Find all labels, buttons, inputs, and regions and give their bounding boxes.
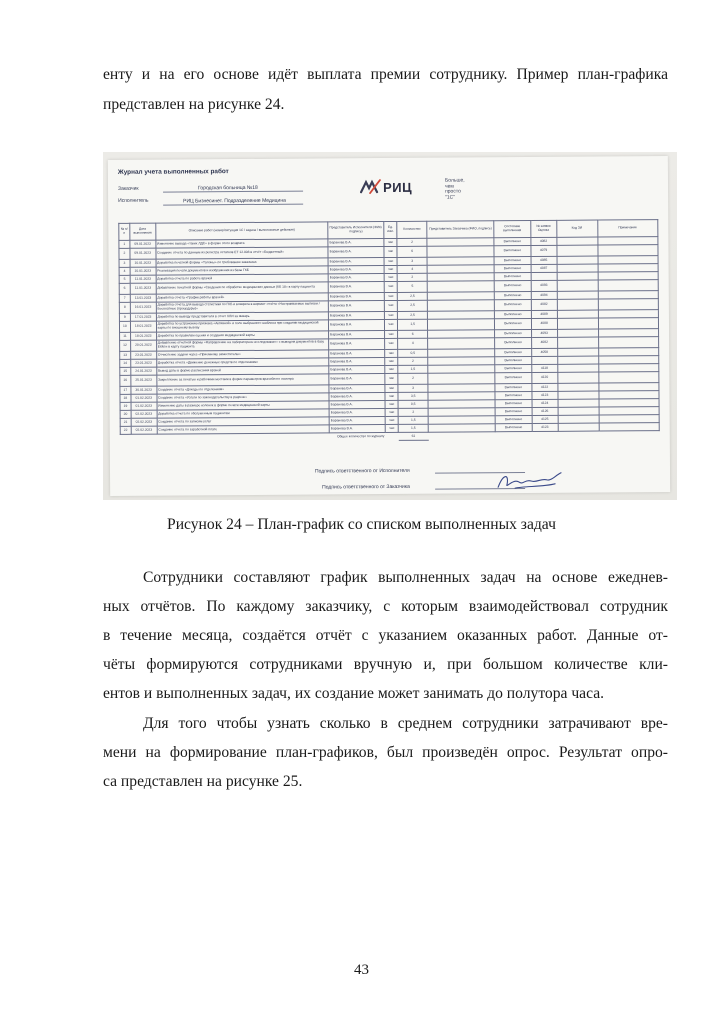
text-line: чёты формируются сотрудниками вручную и, при большом количестве кли- — [103, 656, 668, 673]
table-cell: 7 — [119, 294, 130, 302]
table-cell: час — [385, 349, 398, 357]
table-cell — [598, 372, 659, 383]
table-cell: 20 — [120, 410, 131, 418]
table-cell: 14 — [120, 359, 131, 367]
table-cell: 4 — [397, 265, 427, 273]
table-cell: 4123 — [532, 391, 558, 399]
table-cell: Выполнено — [495, 424, 532, 432]
table-cell: 4125 — [532, 415, 558, 423]
table-cell: 15 — [120, 367, 131, 375]
table-cell: Выполнено — [495, 384, 532, 392]
table-cell: 2 — [119, 248, 130, 259]
executor-label: Исполнитель — [118, 197, 149, 204]
table-cell: 4088 — [531, 318, 557, 329]
table-cell: Выполнено — [494, 238, 531, 246]
table-cell: 2 — [397, 238, 427, 246]
text-line: Для того чтобы узнать сколько в среднем сотрудники затрачивают вре- — [143, 715, 668, 732]
text-line: енту и на его основе идёт выплата премии сотруднику. Пример план-графика — [103, 66, 668, 83]
table-cell: 4085 — [531, 256, 557, 264]
text-line: Сотрудники составляют график выполненных задач на основе ежеднев- — [143, 569, 668, 586]
table-cell: 09.01.2023 — [130, 240, 156, 248]
table-cell: 16.01.2023 — [130, 302, 156, 313]
table-cell — [428, 319, 495, 330]
table-cell: 4082 — [531, 299, 557, 310]
table-cell: 1,5 — [398, 319, 428, 330]
table-cell: 5 — [119, 275, 130, 283]
figure-caption: Рисунок 24 – План-график со списком выполненных задач — [167, 516, 556, 533]
table-cell: Выполнено — [495, 357, 532, 365]
table-cell: 1,5 — [398, 424, 428, 432]
table-cell: 6 — [398, 330, 428, 338]
table-cell: 2 — [397, 273, 427, 281]
table-cell — [557, 245, 598, 256]
table-cell: 02.02.2023 — [131, 426, 157, 434]
table-cell: Создание отчёта «Доходы по отделениям» — [157, 385, 330, 394]
column-header: Код ЗИ — [556, 220, 597, 237]
journal-table — [118, 219, 660, 443]
table-cell: 0,5 — [398, 349, 428, 357]
table-cell — [598, 299, 659, 310]
table-cell: Выполнено — [494, 281, 531, 292]
table-cell: Доработка печатной формы «Талоны» по требованию заказчика — [156, 258, 329, 267]
text-line: в течение месяца, создаётся отчёт с указанием оказанных работ. Данные от- — [103, 627, 668, 644]
column-header: Представитель Исполнителя (ФИО, подпись) — [328, 222, 384, 239]
table-cell: 4126 — [532, 407, 558, 415]
text-line: мени на формирование план-графиков, был произведён опрос. Результат опро- — [103, 744, 668, 761]
table-cell: час — [384, 281, 397, 292]
text-line: са представлен на рисунке 25. — [103, 773, 303, 790]
table-cell: час — [385, 408, 398, 416]
table-cell: 24.01.2023 — [131, 367, 157, 375]
table-cell: Баранова В.А. — [329, 339, 385, 350]
table-cell — [597, 245, 658, 256]
table-cell: Выполнено — [494, 257, 531, 265]
table-cell: 4093 — [531, 329, 557, 337]
table-cell — [598, 337, 659, 348]
table-cell: 18 — [120, 394, 131, 402]
table-cell: час — [385, 357, 398, 365]
table-cell: 2 — [398, 357, 428, 365]
table-cell: 4094 — [531, 291, 557, 299]
table-cell: 17 — [120, 386, 131, 394]
handwritten-signature — [495, 470, 565, 492]
table-cell: 30.01.2023 — [131, 386, 157, 394]
table-cell: Создание отчёта по заработной плате — [157, 425, 330, 434]
table-cell: Баранова В.А. — [329, 366, 385, 374]
page-number: 43 — [354, 962, 369, 978]
table-cell: Закрепление за печатью и рабочими местами в форме параметров врачебного осмотра — [156, 374, 329, 386]
logo-text: РИЦ — [382, 179, 413, 196]
table-cell: Баранова В.А. — [328, 293, 384, 301]
table-cell: час — [385, 365, 398, 373]
text-line: ентов и выполненных задач, их создание может занимать до полутора часа. — [103, 685, 605, 702]
column-header: № п/п — [119, 223, 130, 240]
table-cell: Доработка отчёта для вывода статистики по ГКБ и возврата в вариант отчёта «Настраиваемые выписки / Бесплатные (процедуры)» — [156, 301, 329, 313]
table-cell — [557, 318, 598, 329]
table-cell: Баранова В.А. — [329, 393, 385, 401]
table-cell: 1 — [119, 240, 130, 248]
table-cell: 2,5 — [397, 300, 427, 311]
table-cell: 02.02.2023 — [131, 410, 157, 418]
table-cell — [531, 272, 557, 280]
table-cell: час — [385, 319, 398, 330]
column-header: Описание работ (номер/ситуация 1С / задача / выполненные действия) — [155, 222, 328, 240]
table-cell: Баранова В.А. — [328, 266, 384, 274]
table-cell: 01.02.2023 — [131, 394, 157, 402]
table-cell: Выполнено — [495, 365, 532, 373]
table-cell: час — [384, 265, 397, 273]
table-cell: час — [385, 400, 398, 408]
table-cell: 11.01.2023 — [130, 283, 156, 294]
table-cell: Баранова В.А. — [329, 401, 385, 409]
table-cell: 8 — [119, 302, 130, 313]
column-header: № заявки Оценка — [530, 220, 556, 237]
table-cell: 9 — [119, 313, 130, 321]
table-cell: Выполнено — [495, 338, 532, 349]
table-cell: 5 — [397, 281, 427, 292]
table-cell: 4087 — [531, 264, 557, 272]
table-cell: 4093 — [531, 280, 557, 291]
table-cell: 4123 — [532, 423, 558, 431]
logo-slogan: Больше, чем просто "1С" — [444, 177, 465, 201]
table-cell: час — [385, 330, 398, 338]
table-cell: 4118 — [531, 364, 557, 372]
table-cell — [557, 299, 598, 310]
table-cell: 2,5 — [397, 292, 427, 300]
table-cell — [428, 373, 495, 384]
table-cell — [557, 280, 598, 291]
column-header: Дата выполнения — [130, 223, 156, 240]
table-cell: Баранова В.А. — [329, 350, 385, 358]
table-cell: 3,5 — [398, 392, 428, 400]
customer-value: Городская больница №18 — [198, 184, 258, 192]
table-cell: 18.01.2023 — [130, 332, 156, 340]
table-cell: Выполнено — [495, 400, 532, 408]
logo-mark-icon — [359, 179, 381, 195]
table-cell: 4 — [398, 338, 428, 349]
table-cell: 2 — [398, 408, 428, 416]
table-cell: Выполнено — [495, 349, 532, 357]
table-cell: Доработка по правилам оценки и создания медицинской карты — [156, 331, 329, 340]
table-cell: Вывод даты в форме расписания врачей — [156, 366, 329, 375]
table-cell: 2,5 — [397, 311, 427, 319]
sign-executor-label: Подпись ответственного от Исполнителя — [314, 467, 410, 475]
table-cell: Выполнено — [495, 330, 532, 338]
table-cell: Баранова В.А. — [328, 239, 384, 247]
table-cell: 02.02.2023 — [131, 418, 157, 426]
table-cell: час — [385, 311, 398, 319]
journal-title: Журнал учета выполненных работ — [117, 168, 229, 176]
table-cell: 3 — [397, 257, 427, 265]
table-cell: час — [384, 257, 397, 265]
table-cell: час — [385, 416, 398, 424]
table-cell: 4058 — [531, 348, 557, 356]
table-cell: Баранова В.А. — [328, 312, 384, 320]
table-cell: час — [385, 373, 398, 384]
table-cell — [531, 356, 557, 364]
table-cell: Выполнено — [494, 300, 531, 311]
journal-sheet — [108, 156, 670, 496]
table-cell: 3 — [119, 259, 130, 267]
table-cell: Доработка отчёта «Движение денежных средств по отделениям» — [156, 358, 329, 367]
table-cell: 13.01.2023 — [130, 294, 156, 302]
table-cell — [428, 300, 495, 311]
table-cell: 12 — [120, 340, 131, 351]
table-cell: Выполнено — [495, 373, 532, 384]
table-cell — [428, 338, 495, 349]
table-cell: 23.01.2023 — [130, 359, 156, 367]
column-header: Ед. изм. — [384, 221, 397, 238]
table-cell: 4082 — [531, 237, 557, 245]
text-line: ных отчётов. По каждому заказчику, с которым взаимодействовал сотрудник — [103, 598, 668, 615]
table-cell: Доработка отчета по работе врачей — [156, 274, 329, 283]
table-cell: Создание отчёта «Услуги по законодательству в разрезе» — [157, 393, 330, 402]
table-cell: Выполнено — [494, 246, 531, 257]
table-cell: Баранова В.А. — [329, 385, 385, 393]
column-header: Примечание — [597, 220, 658, 237]
table-cell: 4082 — [531, 337, 557, 348]
table-cell — [598, 280, 659, 291]
table-cell: 20.01.2023 — [130, 340, 156, 351]
table-cell: 3 — [398, 384, 428, 392]
table-cell: 4 — [119, 267, 130, 275]
table-cell: 13 — [120, 351, 131, 359]
table-cell: Доработка по устранению признака «Активной» и поле выбранного шаблона при создании медицинской карты по внешнему вызову — [156, 320, 329, 332]
table-cell: Реализация печати документов и изображения из базы ГКБ — [156, 266, 329, 275]
table-cell: 4079 — [531, 245, 557, 256]
table-cell: 10.01.2023 — [130, 259, 156, 267]
table-cell: 11.01.2023 — [130, 275, 156, 283]
table-cell: Баранова В.А. — [328, 301, 384, 312]
table-cell: Выполнено — [495, 416, 532, 424]
table-cell: Изменение вывода «таких ЛДС» в форме этого возврата — [156, 239, 329, 248]
table-cell: 0,5 — [398, 400, 428, 408]
total-value: 61 — [398, 432, 428, 440]
table-cell: Добавление печатной формы «Сведения по обработке медицинских данных (КБ 18» в карту пациента — [156, 282, 329, 294]
table-cell: час — [384, 292, 397, 300]
company-logo — [382, 177, 465, 201]
column-header: Количество — [397, 221, 427, 238]
table-cell: 18.01.2023 — [130, 321, 156, 332]
table-cell: 4124 — [532, 399, 558, 407]
executor-value: РИЦ Бизнесинет. Подразделение Медицина — [183, 197, 286, 205]
table-cell: 6 — [119, 283, 130, 294]
table-cell: Выполнено — [494, 292, 531, 300]
text-line: представлен на рисунке 24. — [103, 96, 285, 113]
table-cell: 01.02.2023 — [131, 402, 157, 410]
table-cell: Добавление отчетной формы «Направление на лабораторное исследование» с выводом документов в базу ЕКМ и в карту пациента — [156, 339, 329, 351]
table-cell — [427, 281, 494, 292]
table-cell: час — [385, 338, 398, 349]
table-cell: Доработка отчета по обслуженным пациентам — [157, 409, 330, 418]
table-cell: 17.01.2023 — [130, 313, 156, 321]
table-cell: час — [384, 246, 397, 257]
table-cell: Выполнено — [494, 311, 531, 319]
table-cell — [556, 237, 597, 245]
table-cell: 1,5 — [398, 416, 428, 424]
table-cell: Баранова В.А. — [328, 258, 384, 266]
table-cell: час — [384, 238, 397, 246]
total-label: Общее количество по журналу — [337, 433, 385, 439]
table-cell: 25.01.2023 — [131, 375, 157, 386]
table-cell: 2 — [398, 373, 428, 384]
table-cell: Баранова В.А. — [329, 358, 385, 366]
table-cell: Баранова В.А. — [329, 417, 385, 425]
table-cell: Выполнено — [495, 392, 532, 400]
table-cell: 10.01.2023 — [130, 267, 156, 275]
table-cell: Баранова В.А. — [329, 425, 385, 433]
table-cell: 09.01.2023 — [130, 248, 156, 259]
table-cell: Доработка отчёта «График работы врачей» — [156, 293, 329, 302]
table-cell: 6 — [397, 246, 427, 257]
table-cell: Баранова В.А. — [329, 374, 385, 385]
table-cell — [557, 337, 598, 348]
table-cell: 21 — [120, 418, 131, 426]
table-cell: час — [385, 424, 398, 432]
table-cell: Баранова В.А. — [328, 274, 384, 282]
table-cell: 4122 — [532, 383, 558, 391]
table-cell: Выполнено — [494, 273, 531, 281]
table-cell: 4120 — [532, 372, 558, 383]
table-cell: 4089 — [531, 310, 557, 318]
table-cell: час — [385, 384, 398, 392]
table-cell — [557, 372, 598, 383]
table-cell: Баранова В.А. — [328, 247, 384, 258]
figure-photo — [103, 152, 677, 500]
customer-label: Заказчик — [118, 185, 139, 192]
table-cell: 19 — [120, 402, 131, 410]
table-cell — [557, 256, 598, 264]
table-cell: час — [384, 273, 397, 281]
table-cell — [427, 246, 494, 257]
table-cell: Баранова В.А. — [329, 320, 385, 331]
table-cell: 16 — [120, 375, 131, 386]
table-cell: Создание отчета по данным из регистра остатков ЕТ 12.008 в отчёт «Бюджетный» — [156, 247, 329, 259]
table-cell: Выполнено — [494, 265, 531, 273]
table-cell: 1,5 — [398, 365, 428, 373]
sign-customer-label: Подпись ответственного от Заказчика — [322, 483, 410, 491]
table-cell: 23.01.2023 — [130, 351, 156, 359]
table-cell: Создание отчёта по записям услуг — [157, 417, 330, 426]
table-cell: Баранова В.А. — [328, 282, 384, 293]
table-cell: 11 — [120, 332, 131, 340]
table-cell: Изменение даты в размере колонок в форме печати медицинской карты — [157, 401, 330, 410]
table-cell: час — [384, 300, 397, 311]
table-cell — [598, 318, 659, 329]
table-cell: Выполнено — [495, 319, 532, 330]
table-cell: Отчисление задачи через «Приемному заместителю» — [156, 350, 329, 359]
table-cell: Доработка по выводу представителя в отчет ХЛИ за январь — [156, 312, 329, 321]
table-cell: 10 — [119, 321, 130, 332]
column-header: Представитель Заказчика (ФИО, подпись) — [427, 221, 494, 238]
table-cell: Баранова В.А. — [329, 331, 385, 339]
column-header: Состояние выполнения — [494, 221, 531, 238]
table-cell: Баранова В.А. — [329, 409, 385, 417]
table-cell: Выполнено — [495, 408, 532, 416]
table-cell: час — [385, 392, 398, 400]
table-cell: 22 — [120, 426, 131, 434]
